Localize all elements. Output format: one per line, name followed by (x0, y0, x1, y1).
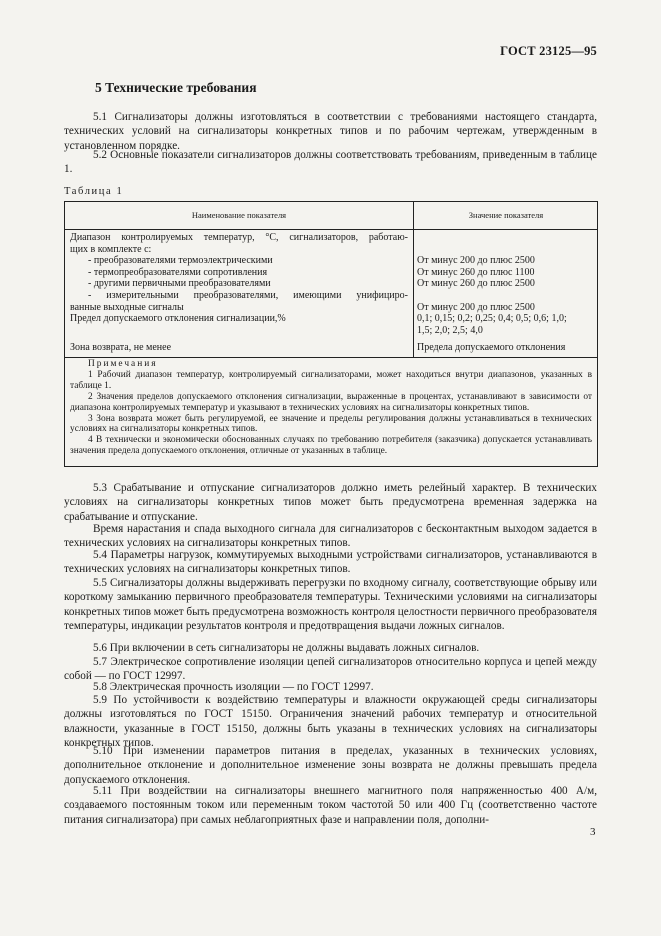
indicator-line: - измерительными преобразователями, имеющими унифициро- (88, 289, 408, 301)
indicator-line: - термопреобразователями сопротивления (88, 266, 268, 278)
section-title: 5 Технические требования (95, 80, 257, 95)
value-line: 0,1; 0,15; 0,2; 0,25; 0,4; 0,5; 0,6; 1,0; (417, 313, 567, 325)
note-item: 1 Рабочий диапазон температур, контролируемый сигнализаторами, может находиться внутри диапазонов, указанных в таблице 1. (70, 369, 592, 391)
indicator-line: - преобразователями термоэлектрическими (88, 255, 273, 267)
indicator-line: - другими первичными преобразователями (88, 278, 271, 290)
return-zone-value: Предела допускаемого отклонения (417, 342, 566, 353)
note-item: 4 В технически и экономически обоснованных случаях по требованию потребителя (заказчика) допускается устанавливать значения предела допускаемого отклонения, отличные от указанных в таблице. (70, 435, 592, 457)
value-line: От минус 200 до плюс 2500 (417, 301, 535, 313)
paragraph-5-7: 5.7 Электрическое сопротивление изоляции цепей сигнализаторов относительно корпуса и цепей между собой — по ГОСТ 12997. (64, 656, 597, 683)
paragraph-5-10: 5.10 При изменении параметров питания в пределах, указанных в технических условиях, дополнительное отклонение и дополнительное изменение зоны возврата не должны превышать предела допускаемого отклонения. (64, 745, 597, 786)
paragraph-5-1: 5.1 Сигнализаторы должны изготовляться в соответствии с требованиями настоящего стандарта, технических условий на сигнализаторы конкретных типов и по рабочим чертежам, утвержденным в установленном порядке. (64, 111, 597, 152)
paragraph-5-4: 5.4 Параметры нагрузок, коммутируемых выходными устройствами сигнализаторов, устанавливаются в технических условиях на сигнализаторы конкретных типов. (64, 549, 597, 576)
paragraph-5-6: 5.6 При включении в сеть сигнализаторы не должны выдавать ложных сигналов. (93, 642, 480, 654)
column-header-name: Наименование показателя (191, 210, 287, 220)
column-header-value: Значение показателя (468, 210, 544, 220)
note-item: 3 Зона возврата может быть регулируемой, ее значение и пределы регулирования должны устанавливаться в технических условиях на сигнализаторы конкретных типов. (70, 413, 592, 435)
indicator-line: ванные выходные сигналы (70, 301, 184, 313)
notes-divider (65, 357, 597, 358)
value-line: От минус 260 до плюс 2500 (417, 278, 535, 290)
paragraph-5-3: 5.3 Срабатывание и отпускание сигнализаторов должно иметь релейный характер. В технических условиях на сигнализаторы конкретных типов может быть предусмотрена временная задержка на срабатывание и отпускание. (64, 482, 597, 523)
return-zone-label: Зона возврата, не менее (70, 342, 172, 353)
paragraph-5-3-response: Время нарастания и спада выходного сигнала для сигнализаторов с бесконтактным выходом задается в технических условиях на сигнализаторы конкретных типов. (64, 523, 597, 550)
note-item: 2 Значения пределов допускаемого отклонения сигнализации, выраженные в процентах, устанавливают в зависимости от диапазона контролируемых температур и указывают в технических условиях на сигнализаторы конкретных типов. (70, 391, 592, 413)
paragraph-5-9: 5.9 По устойчивости к воздействию температуры и влажности окружающей среды сигнализаторы должны изготовляться по ГОСТ 15150. Ограничения значений рабочих температур и относительной влажности, указанные в ГОСТ 15150, должны быть указаны в технических условиях на сигнализаторы конкретных типов. (64, 694, 597, 749)
indicator-line: Предел допускаемого отклонения сигнализации,% (70, 313, 286, 325)
notes-heading: Примечания (88, 359, 158, 369)
document-code: ГОСТ 23125—95 (500, 44, 597, 58)
column-divider (413, 202, 414, 357)
parameters-table (64, 201, 598, 467)
paragraph-5-2: 5.2 Основные показатели сигнализаторов должны соответствовать требованиям, приведенным в таблице 1. (64, 149, 597, 176)
indicator-names-cell (70, 232, 408, 325)
indicator-values-cell (417, 232, 595, 336)
paragraph-5-11: 5.11 При воздействии на сигнализаторы внешнего магнитного поля напряженностью 400 А/м, создаваемого постоянным током или переменным током частотой 50 или 400 Гц (соответственно частоте питания сигнализатора) при самых неблагоприятных фазе и направлении поля, дополни- (64, 785, 597, 826)
indicator-line: щих в комплекте с: (70, 243, 152, 255)
value-line: От минус 260 до плюс 1100 (417, 266, 535, 278)
table-notes (70, 359, 592, 457)
indicator-line: Диапазон контролируемых температур, °С, сигнализаторов, работаю- (70, 232, 408, 243)
value-line: 1,5; 2,0; 2,5; 4,0 (417, 324, 483, 336)
paragraph-5-8: 5.8 Электрическая прочность изоляции — по ГОСТ 12997. (93, 681, 374, 693)
value-line: От минус 200 до плюс 2500 (417, 255, 535, 267)
page-number: 3 (590, 826, 596, 838)
paragraph-5-5: 5.5 Сигнализаторы должны выдерживать перегрузки по входному сигналу, соответствующие обрыву или короткому замыканию первичного преобразователя температуры. Техническими условиями на сигнализаторы конкретных типов может быть предусмотрена возможность контроля целостности первичного преобразователя температуры, индикации результатов контроля и предотвращения выдачи ложных сигналов. (64, 577, 597, 632)
table-caption: Таблица 1 (64, 186, 124, 197)
